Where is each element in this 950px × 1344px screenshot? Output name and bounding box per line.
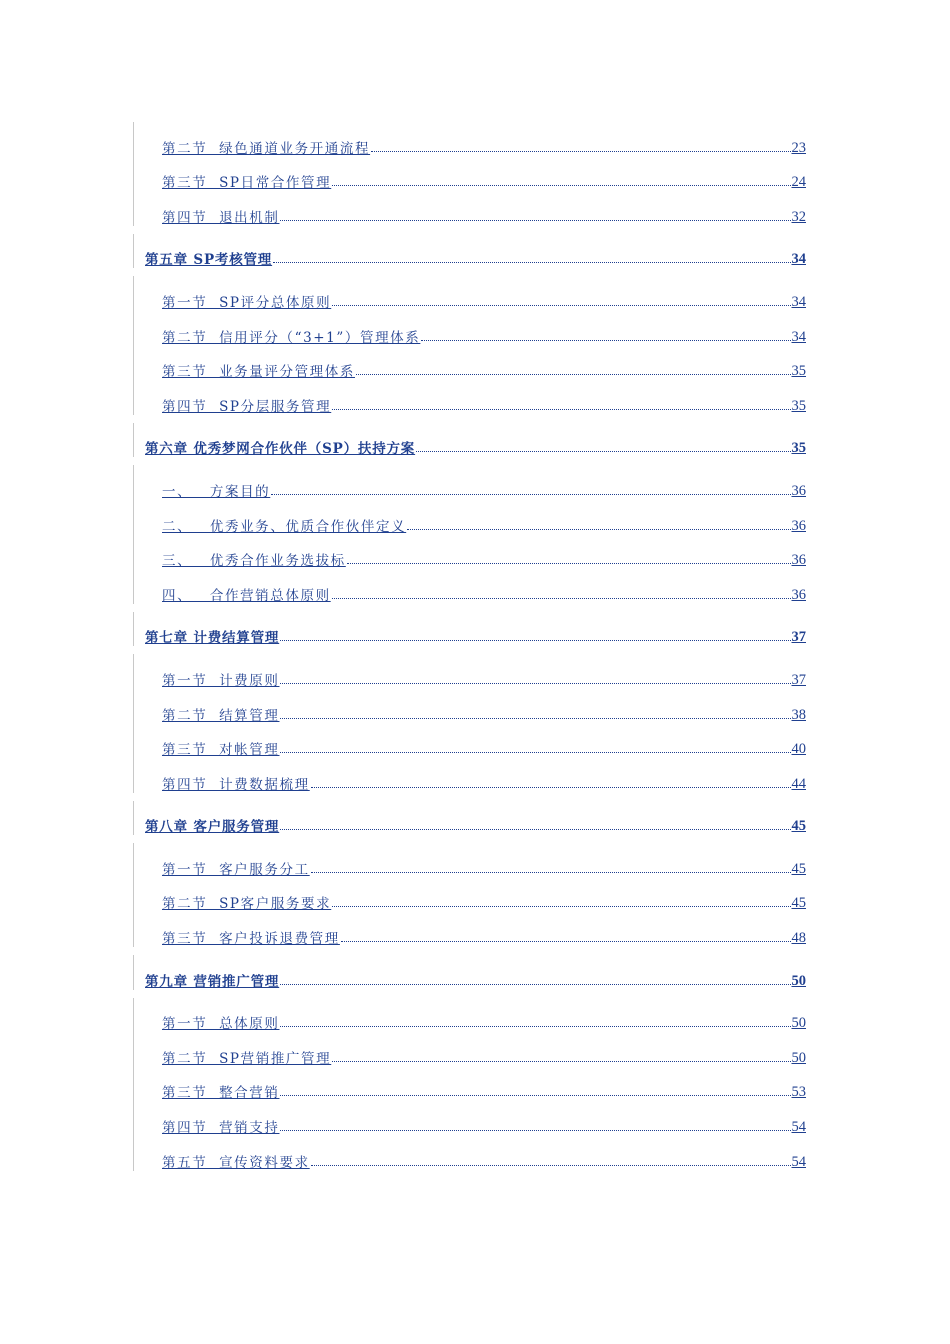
toc-page-number: 48	[791, 930, 806, 947]
toc-section-group	[133, 654, 806, 792]
toc-section-group	[133, 465, 806, 603]
toc-entry-label: 第一节 总体原则	[162, 1016, 280, 1033]
dot-leader	[332, 185, 790, 186]
toc-section-link[interactable]	[134, 654, 806, 689]
toc-entry-label: 第四节 营销支持	[162, 1120, 280, 1137]
toc-entry-label: 第二节 绿色通道业务开通流程	[162, 140, 371, 157]
toc-section-link[interactable]	[134, 912, 806, 947]
dot-leader	[311, 1165, 791, 1166]
dot-leader	[280, 1095, 790, 1096]
dot-leader	[332, 305, 790, 306]
toc-entry-label: 第五节 宣传资料要求	[162, 1154, 310, 1171]
toc-chapter-group	[133, 801, 806, 836]
toc-page-number: 50	[791, 1015, 806, 1032]
toc-page-number: 36	[791, 517, 806, 534]
toc-page-number: 32	[791, 208, 806, 225]
dot-leader	[280, 683, 790, 684]
dot-leader	[280, 640, 790, 641]
toc-entry-label: 第一节 计费原则	[162, 672, 280, 689]
dot-leader	[407, 529, 790, 530]
toc-page-number: 45	[791, 860, 806, 877]
toc-page-number: 36	[791, 586, 806, 603]
toc-page-number: 37	[791, 671, 806, 688]
toc-section-link[interactable]	[134, 465, 806, 500]
dot-leader	[332, 409, 790, 410]
toc-page-number: 34	[791, 293, 806, 310]
dot-leader	[273, 262, 790, 263]
toc-entry-label: 第四节 SP分层服务管理	[162, 398, 332, 415]
toc-section-link[interactable]	[134, 689, 806, 724]
dot-leader	[371, 151, 790, 152]
dot-leader	[347, 563, 791, 564]
toc-section-group	[133, 998, 806, 1171]
toc-page-number: 34	[791, 251, 806, 268]
toc-page-number: 40	[791, 741, 806, 758]
dot-leader	[311, 787, 791, 788]
dot-leader	[332, 906, 790, 907]
toc-entry-label: 第三节 客户投诉退费管理	[162, 931, 340, 948]
dot-leader	[356, 374, 791, 375]
toc-chapter-link[interactable]	[134, 955, 806, 990]
toc-entry-label: 第五章 SP考核管理	[145, 252, 273, 269]
toc-entry-label: 第三节 整合营销	[162, 1085, 280, 1102]
dot-leader	[416, 451, 790, 452]
toc-page-number: 44	[791, 775, 806, 792]
dot-leader	[341, 941, 791, 942]
toc-section-link[interactable]	[134, 276, 806, 311]
toc-section-link[interactable]	[134, 535, 806, 570]
toc-section-link[interactable]	[134, 157, 806, 192]
dot-leader	[332, 1061, 790, 1062]
toc-section-group	[133, 122, 806, 226]
toc-page-number: 34	[791, 328, 806, 345]
toc-entry-label: 第四节 退出机制	[162, 209, 280, 226]
toc-section-link[interactable]	[134, 346, 806, 381]
toc-page-number: 35	[791, 440, 806, 457]
dot-leader	[280, 829, 790, 830]
toc-section-link[interactable]	[134, 1032, 806, 1067]
toc-section-group	[133, 276, 806, 414]
toc-entry-label: 第三节 SP日常合作管理	[162, 175, 332, 192]
toc-section-link[interactable]	[134, 758, 806, 793]
toc-section-link[interactable]	[134, 380, 806, 415]
toc-entry-label: 四、 合作营销总体原则	[162, 587, 331, 604]
dot-leader	[332, 598, 791, 599]
toc-entry-label: 第八章 客户服务管理	[145, 819, 280, 836]
toc-entry-label: 第三节 对帐管理	[162, 742, 280, 759]
toc-chapter-link[interactable]	[134, 801, 806, 836]
toc-chapter-link[interactable]	[134, 234, 806, 269]
dot-leader	[280, 1130, 790, 1131]
toc-entry-label: 第二节 信用评分（“3+1”）管理体系	[162, 329, 421, 346]
toc-section-link[interactable]	[134, 1136, 806, 1171]
toc-section-link[interactable]	[134, 500, 806, 535]
toc-entry-label: 第一节 客户服务分工	[162, 861, 310, 878]
toc-entry-label: 二、 优秀业务、优质合作伙伴定义	[162, 518, 407, 535]
dot-leader	[421, 340, 790, 341]
toc-entry-label: 三、 优秀合作业务选拔标	[162, 553, 346, 570]
toc-chapter-link[interactable]	[134, 612, 806, 647]
toc-page-number: 53	[791, 1084, 806, 1101]
toc-section-link[interactable]	[134, 998, 806, 1033]
toc-entry-label: 第三节 业务量评分管理体系	[162, 364, 355, 381]
toc-page-number: 37	[791, 629, 806, 646]
toc-section-link[interactable]	[134, 191, 806, 226]
toc-page-number: 35	[791, 397, 806, 414]
dot-leader	[280, 220, 790, 221]
toc-section-link[interactable]	[134, 569, 806, 604]
toc-page-number: 35	[791, 363, 806, 380]
toc-entry-label: 第二节 SP营销推广管理	[162, 1050, 332, 1067]
toc-entry-label: 第四节 计费数据梳理	[162, 776, 310, 793]
toc-section-link[interactable]	[134, 122, 806, 157]
toc-chapter-link[interactable]	[134, 423, 806, 458]
toc-entry-label: 第二节 结算管理	[162, 707, 280, 724]
table-of-contents	[133, 122, 806, 1171]
toc-entry-label: 第七章 计费结算管理	[145, 630, 280, 647]
dot-leader	[280, 718, 790, 719]
toc-page-number: 23	[791, 139, 806, 156]
toc-entry-label: 第二节 SP客户服务要求	[162, 896, 332, 913]
dot-leader	[280, 1026, 790, 1027]
toc-page-number: 50	[791, 972, 806, 989]
toc-page-number: 36	[791, 482, 806, 499]
toc-page-number: 36	[791, 552, 806, 569]
toc-section-group	[133, 843, 806, 947]
dot-leader	[271, 494, 790, 495]
toc-section-link[interactable]	[134, 1101, 806, 1136]
toc-entry-label: 第一节 SP评分总体原则	[162, 294, 332, 311]
toc-page-number: 54	[791, 1119, 806, 1136]
toc-section-link[interactable]	[134, 878, 806, 913]
toc-chapter-group	[133, 955, 806, 990]
toc-page-number: 54	[791, 1153, 806, 1170]
toc-page-number: 45	[791, 818, 806, 835]
toc-section-link[interactable]	[134, 1067, 806, 1102]
toc-page-number: 50	[791, 1049, 806, 1066]
toc-entry-label: 第九章 营销推广管理	[145, 973, 280, 990]
toc-page-number: 45	[791, 895, 806, 912]
toc-section-link[interactable]	[134, 843, 806, 878]
toc-chapter-group	[133, 423, 806, 458]
dot-leader	[280, 752, 790, 753]
toc-section-link[interactable]	[134, 724, 806, 759]
toc-chapter-group	[133, 234, 806, 269]
toc-entry-label: 第六章 优秀梦网合作伙伴（SP）扶持方案	[145, 441, 416, 458]
toc-chapter-group	[133, 612, 806, 647]
dot-leader	[311, 872, 791, 873]
toc-section-link[interactable]	[134, 311, 806, 346]
dot-leader	[280, 984, 790, 985]
toc-page-number: 24	[791, 174, 806, 191]
toc-page-number: 38	[791, 706, 806, 723]
toc-entry-label: 一、 方案目的	[162, 483, 271, 500]
